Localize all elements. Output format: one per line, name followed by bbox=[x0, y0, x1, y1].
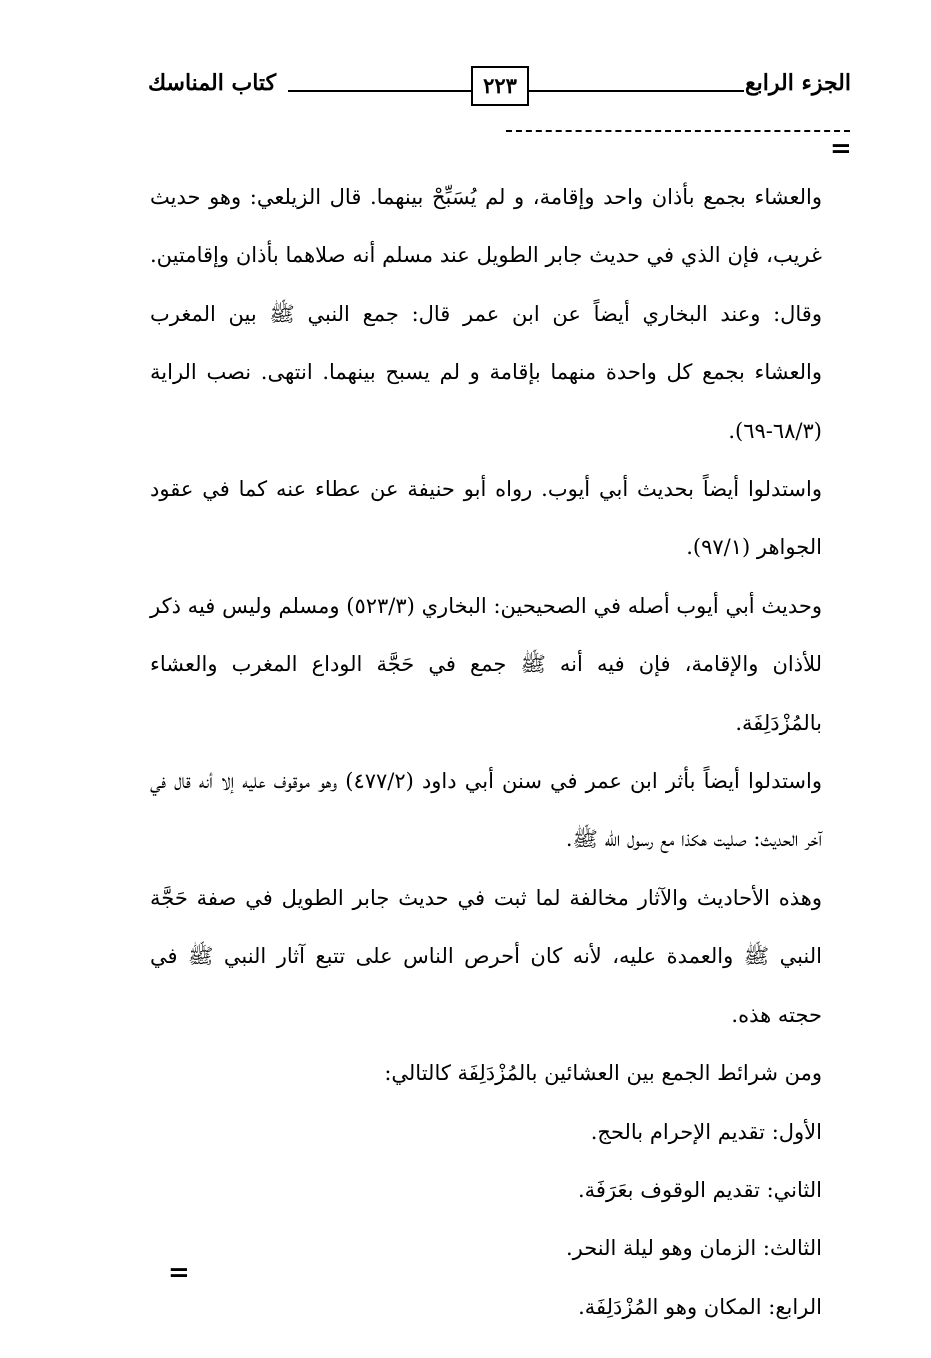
page-body bbox=[150, 168, 822, 1336]
paragraph-abu-ayyub: واستدلوا أيضاً بحديث أبي أيوب. رواه أبو حنيفة عن عطاء عنه كما في عقود الجواهر (٩٧/١). bbox=[150, 477, 822, 560]
conditions-intro: ومن شرائط الجمع بين العشائين بالمُزْدَلِفَة كالتالي: bbox=[384, 1061, 822, 1086]
page-number: ٢٢٣ bbox=[471, 66, 529, 106]
header-dashed-divider bbox=[506, 130, 850, 132]
paragraph-zaylai: والعشاء بجمع بأذان واحد وإقامة، و لم يُسَبِّحْ بينهما. قال الزيلعي: وهو حديث غريب، فإن الذي في حديث جابر الطويل عند مسلم أنه صلاهما بأذان وإقامتين. وقال: وعند البخاري أيضاً عن ابن عمر قال: جمع النبي ﷺ بين المغرب والعشاء بجمع كل واحدة منهما بإقامة و لم يسبح بينهما. انتهى. نصب الراية (٦٨/٣-٦٩). bbox=[150, 185, 822, 443]
paragraph-jabir: وهذه الأحاديث والآثار مخالفة لما ثبت في حديث جابر الطويل في صفة حَجَّة النبي ﷺ والعمدة عليه، لأنه كان أحرص الناس على تتبع آثار النبي ﷺ في حجته هذه. bbox=[150, 885, 822, 1027]
header-rule-left bbox=[288, 90, 471, 92]
paragraph-sahihayn: وحديث أبي أيوب أصله في الصحيحين: البخاري (٥٢٣/٣) ومسلم وليس فيه ذكر للأذان والإقامة، فإن فيه أنه ﷺ جمع في حَجَّة الوداع المغرب والعشاء بالمُزْدَلِفَة. bbox=[150, 593, 823, 735]
page-header bbox=[148, 66, 851, 108]
volume-title: الجزء الرابع bbox=[744, 70, 851, 96]
top-equals-mark: = bbox=[830, 134, 852, 164]
header-rule-right bbox=[529, 90, 744, 92]
paragraph-ibn-umar: واستدلوا أيضاً بأثر ابن عمر في سنن أبي داود (٤٧٧/٢) وهو موقوف عليه إلا أنه قال في آخر الحديث: صليت هكذا مع رسول الله ﷺ. bbox=[150, 769, 822, 852]
condition-first: الأول: تقديم الإحرام بالحج. bbox=[590, 1119, 822, 1144]
bottom-equals-mark: = bbox=[168, 1258, 190, 1288]
condition-third: الثالث: الزمان وهو ليلة النحر. bbox=[565, 1236, 822, 1261]
condition-fourth: الرابع: المكان وهو المُزْدَلِفَة. bbox=[578, 1294, 822, 1319]
condition-second: الثاني: تقديم الوقوف بعَرَفَة. bbox=[577, 1177, 822, 1202]
book-title: كتاب المناسك bbox=[148, 70, 277, 96]
